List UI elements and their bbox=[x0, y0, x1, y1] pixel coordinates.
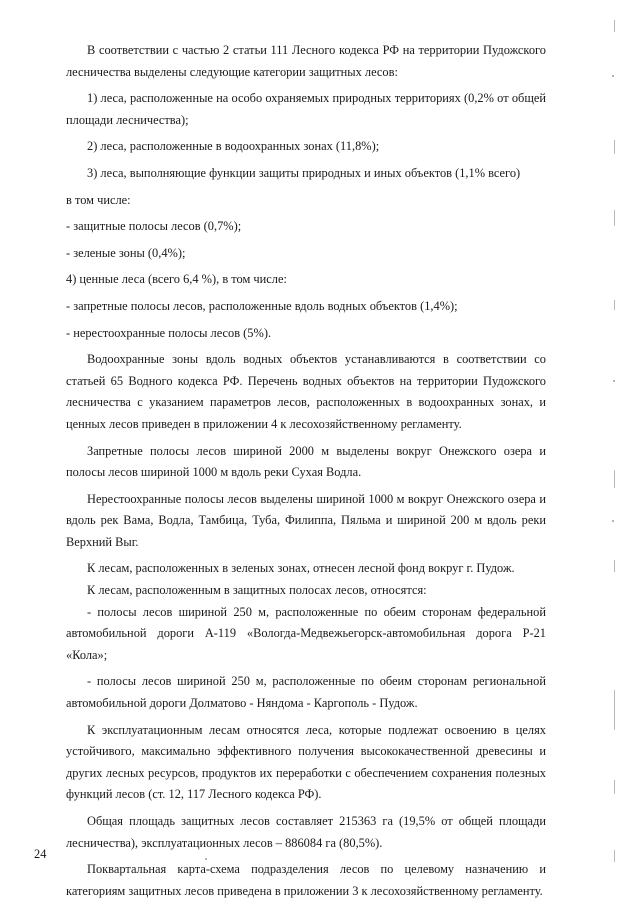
paragraph-federal-road: - полосы лесов шириной 250 м, расположенные по обеим сторонам федеральной автомобильной дороги А-119 «Вологда-Медвежьегорск-автомобильная дорога Р-21 «Кола»; bbox=[66, 604, 546, 662]
list-item-1: 1) леса, расположенные на особо охраняемых природных территориях (0,2% от общей площади лесничества); bbox=[66, 91, 546, 127]
paragraph-green-zones: К лесам, расположенных в зеленых зонах, отнесен лесной фонд вокруг г. Пудож. bbox=[87, 561, 515, 576]
list-subitem-protective-strips: - защитные полосы лесов (0,7%); bbox=[66, 219, 242, 234]
scan-edge-mark bbox=[614, 850, 615, 862]
list-item-3: 3) леса, выполняющие функции защиты природных и иных объектов (1,1% всего) bbox=[87, 165, 521, 180]
paragraph-water-zones: Водоохранные зоны вдоль водных объектов устанавливаются в соответствии со статьей 65 Водного кодекса РФ. Перечень водных объектов на территории Пудожского лесничества с указанием параметров лесов, расположенных в водоохранных зонах, и ценных лесов приведен в приложении 4 к лесохозяйственному регламенту. bbox=[66, 352, 546, 431]
scan-speck bbox=[612, 520, 614, 522]
scan-edge-mark bbox=[614, 780, 615, 794]
paragraph-spawning-strips: Нерестоохранные полосы лесов выделены шириной 1000 м вокруг Онежского озера и вдоль рек Вама, Водла, Тамбица, Туба, Филиппа, Пяльма и шириной 200 м вдоль реки Верхний Выг. bbox=[66, 491, 546, 549]
paragraph-intro: В соответствии с частью 2 статьи 111 Лесного кодекса РФ на территории Пудожского лесничества выделены следующие категории защитных лесов: bbox=[66, 43, 546, 79]
paragraph-forbidden-strips: Запретные полосы лесов шириной 2000 м выделены вокруг Онежского озера и полосы лесов шириной 1000 м вдоль реки Сухая Водла. bbox=[66, 443, 546, 480]
scan-edge-mark bbox=[614, 210, 615, 226]
list-item-4: 4) ценные леса (всего 6,4 %), в том числе: bbox=[66, 272, 287, 287]
list-subitem-forbidden-strips: - запретные полосы лесов, расположенные вдоль водных объектов (1,4%); bbox=[66, 298, 458, 313]
scan-speck bbox=[205, 858, 207, 860]
paragraph-protective-strips: К лесам, расположенным в защитных полосах лесов, относятся: bbox=[87, 583, 427, 598]
paragraph-regional-road: - полосы лесов шириной 250 м, расположенные по обеим сторонам региональной автомобильной дороги Долматово - Няндома - Каргополь - Пудож. bbox=[66, 674, 546, 711]
scan-speck bbox=[613, 380, 615, 382]
scan-edge-mark bbox=[614, 470, 615, 488]
scan-edge-mark bbox=[614, 690, 615, 730]
paragraph-total-area: Общая площадь защитных лесов составляет 215363 га (19,5% от общей площади лесничества), эксплуатационных лесов – 886084 га (80,5%). bbox=[66, 814, 546, 850]
scan-edge-mark bbox=[614, 300, 615, 310]
page-body bbox=[66, 40, 546, 902]
paragraph-exploitation-forests: К эксплуатационным лесам относятся леса, которые подлежат освоению в целях устойчивого, максимально эффективного получения высококачественной древесины и других лесных ресурсов, продуктов их переработки с обеспечением сохранения полезных функций лесов (ст. 12, 117 Лесного кодекса РФ). bbox=[66, 722, 546, 802]
list-subheading: в том числе: bbox=[66, 192, 131, 207]
list-subitem-green-zones: - зеленые зоны (0,4%); bbox=[66, 245, 186, 260]
scan-edge-mark bbox=[614, 560, 615, 572]
scan-edge-mark bbox=[614, 140, 615, 154]
scan-speck bbox=[612, 75, 614, 77]
scan-edge-mark bbox=[614, 20, 615, 32]
list-subitem-spawning-strips: - нерестоохранные полосы лесов (5%). bbox=[66, 325, 272, 340]
paragraph-map-scheme: Поквартальная карта-схема подразделения лесов по целевому назначению и категориям защитных лесов приведена в приложении 3 к лесохозяйственному регламенту. bbox=[66, 862, 546, 898]
page-number: 24 bbox=[34, 847, 47, 861]
list-item-2: 2) леса, расположенные в водоохранных зонах (11,8%); bbox=[87, 139, 380, 154]
